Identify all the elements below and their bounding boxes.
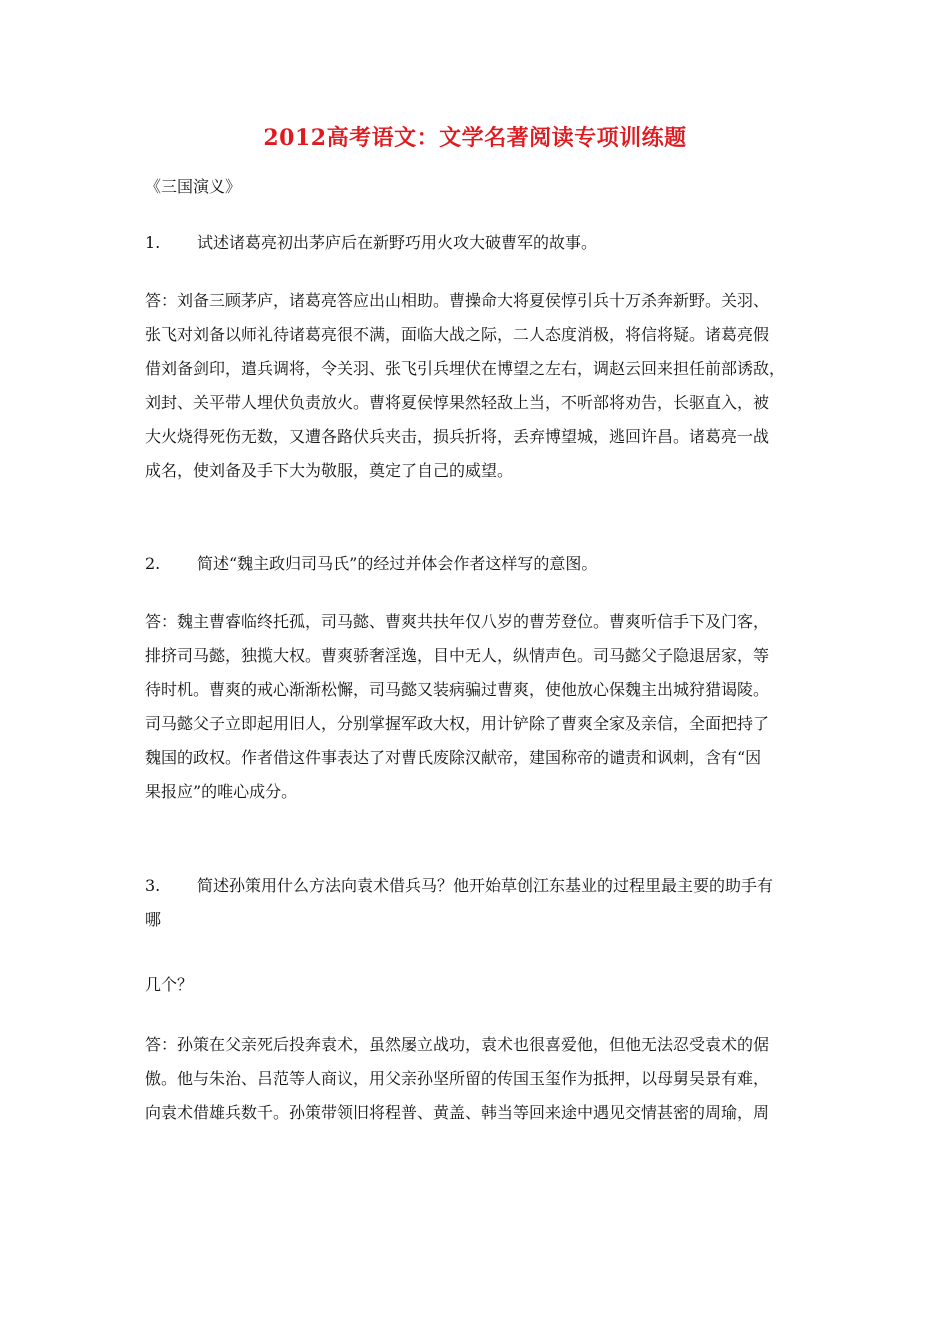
answer-3 <box>145 1028 805 1130</box>
section-heading: 《三国演义》 <box>145 177 242 196</box>
document-title: 2012高考语文：文学名著阅读专项训练题 <box>263 125 687 151</box>
question-3-continuation-block <box>145 968 805 1002</box>
answer-3-line: 答：孙策在父亲死后投奔袁术，虽然屡立战功，袁术也很喜爱他，但他无法忍受袁术的倨 <box>145 1035 770 1054</box>
answer-2-line: 答：魏主曹睿临终托孤，司马懿、曹爽共扶年仅八岁的曹芳登位。曹爽听信手下及门客， <box>145 612 770 631</box>
answer-3-line: 向袁术借雄兵数千。孙策带领旧将程普、黄盖、韩当等回来途中遇见交情甚密的周瑜，周 <box>145 1103 770 1122</box>
question-3-number: 3. <box>145 876 161 895</box>
question-2-text: 简述“魏主政归司马氏”的经过并体会作者这样写的意图。 <box>197 554 598 573</box>
answer-2-line: 魏国的政权。作者借这件事表达了对曹氏废除汉献帝，建国称帝的谴责和讽刺，含有“因 <box>145 748 762 767</box>
answer-1 <box>145 284 805 488</box>
question-3-line <box>145 869 805 903</box>
question-1-line <box>145 226 805 260</box>
question-1 <box>145 226 805 260</box>
answer-2-line: 待时机。曹爽的戒心渐渐松懈，司马懿又装病骗过曹爽，使他放心保魏主出城狩猎谒陵。 <box>145 680 770 699</box>
answer-1-line: 成名，使刘备及手下大为敬服，奠定了自己的威望。 <box>145 461 514 480</box>
question-3 <box>145 869 805 937</box>
answer-2-line: 果报应”的唯心成分。 <box>145 782 298 801</box>
answer-2 <box>145 605 805 809</box>
answer-1-line: 张飞对刘备以师礼待诸葛亮很不满，面临大战之际，二人态度消极，将信将疑。诸葛亮假 <box>145 325 770 344</box>
answer-2-line: 排挤司马懿，独揽大权。曹爽骄奢淫逸，目中无人，纵情声色。司马懿父子隐退居家，等 <box>145 646 770 665</box>
answer-1-line: 大火烧得死伤无数，又遭各路伏兵夹击，损兵折将，丢弃博望城，逃回许昌。诸葛亮一战 <box>145 427 770 446</box>
question-1-text: 试述诸葛亮初出茅庐后在新野巧用火攻大破曹军的故事。 <box>197 233 598 252</box>
question-1-number: 1. <box>145 233 161 252</box>
question-3-continuation: 哪 <box>145 910 162 929</box>
question-2-number: 2. <box>145 554 161 573</box>
answer-1-line: 借刘备剑印，遣兵调将，令关羽、张飞引兵埋伏在博望之左右，调赵云回来担任前部诱敌， <box>145 359 786 378</box>
question-2 <box>145 547 805 581</box>
answer-3-line: 傲。他与朱治、吕范等人商议，用父亲孙坚所留的传国玉玺作为抵押，以母舅吴景有难， <box>145 1069 770 1088</box>
section-heading-block <box>145 170 805 204</box>
question-3-text: 简述孙策用什么方法向袁术借兵马？他开始草创江东基业的过程里最主要的助手有 <box>197 876 774 895</box>
answer-1-line: 答：刘备三顾茅庐，诸葛亮答应出山相助。曹操命大将夏侯惇引兵十万杀奔新野。关羽、 <box>145 291 770 310</box>
question-3-continuation: 几个？ <box>145 975 194 994</box>
question-2-line <box>145 547 805 581</box>
answer-1-line: 刘封、关平带人埋伏负责放火。曹将夏侯惇果然轻敌上当，不听部将劝告，长驱直入，被 <box>145 393 770 412</box>
answer-2-line: 司马懿父子立即起用旧人，分别掌握军政大权，用计铲除了曹爽全家及亲信，全面把持了 <box>145 714 770 733</box>
